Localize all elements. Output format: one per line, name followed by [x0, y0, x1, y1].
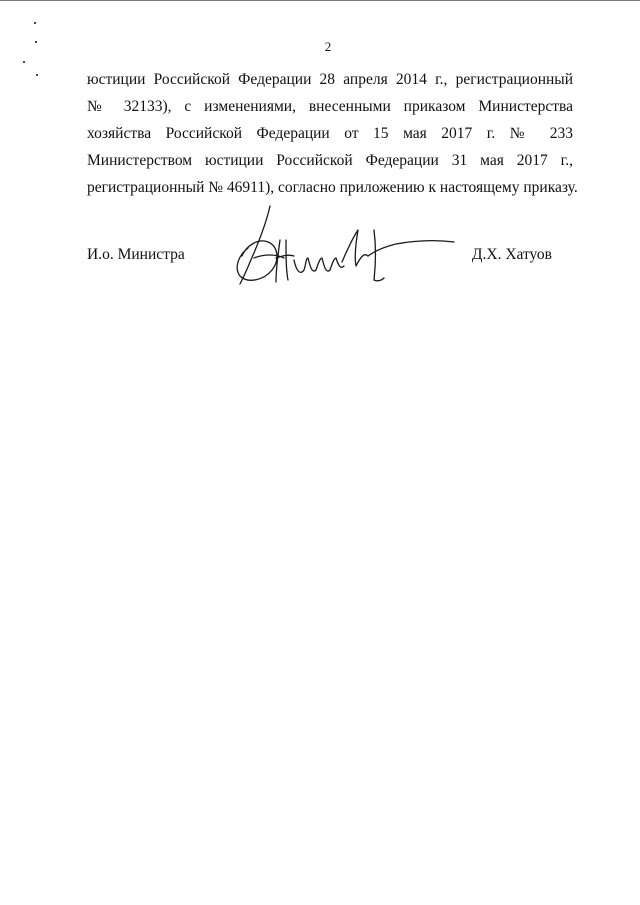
- page-top-edge: [0, 0, 640, 1]
- scan-artifact: [34, 22, 36, 24]
- scan-artifact: [35, 41, 37, 43]
- paragraph-line: № 32133), с изменениями, внесенными приказом Министерства: [87, 98, 573, 115]
- paragraph-line: хозяйства Российской Федерации от 15 мая 2017 г. № 233: [87, 125, 573, 142]
- page-number: 2: [324, 39, 332, 54]
- paragraph-line: регистрационный № 46911), согласно приложению к настоящему приказу.: [87, 179, 578, 196]
- scan-artifact: [23, 61, 25, 63]
- scan-artifact: [36, 74, 38, 76]
- paragraph-line: Министерством юстиции Российской Федерации 31 мая 2017 г.,: [87, 152, 573, 169]
- paragraph-line: юстиции Российской Федерации 28 апреля 2014 г., регистрационный: [87, 71, 573, 88]
- body-paragraph: [87, 66, 578, 201]
- signature-block: [87, 246, 573, 270]
- signatory-name: Д.Х. Хатуов: [471, 246, 552, 263]
- signatory-title: И.о. Министра: [87, 246, 185, 263]
